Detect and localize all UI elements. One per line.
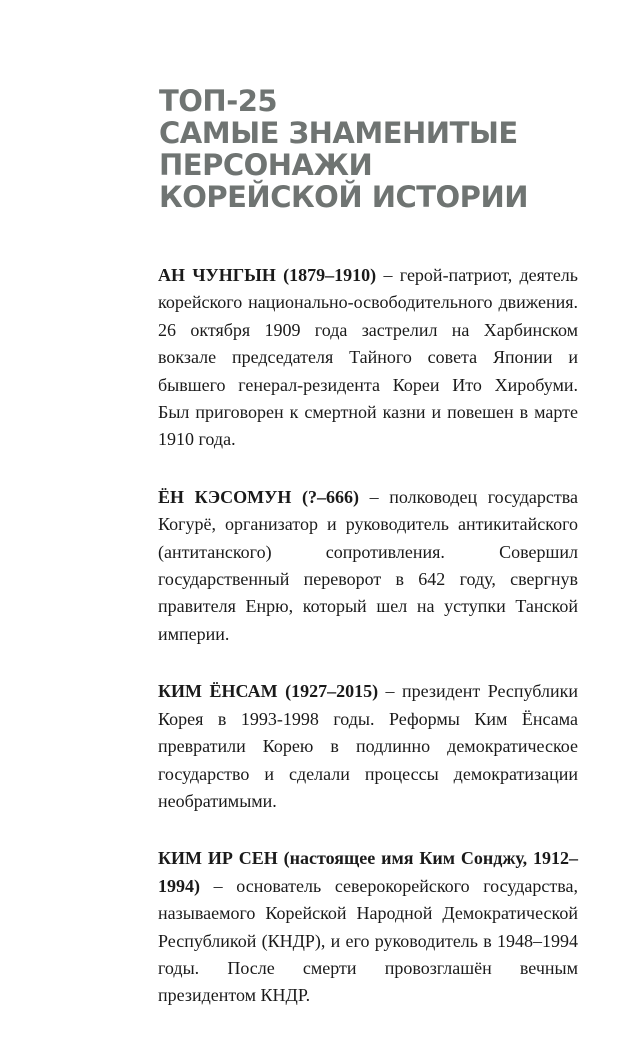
- person-name: АН ЧУНГЫН (1879–1910): [158, 265, 377, 285]
- person-description: – президент Республики Корея в 1993-1998 годы. Реформы Ким Ёнсама превратили Корею в подлинно демократическое государство и сделали процессы демократизации необратимыми.: [158, 681, 578, 811]
- person-description: – герой-патриот, деятель корейского национально-освободительного движения. 26 октября 1909 года застрелил на Харбинском вокзале председателя Тайного совета Японии и бывшего генерал-резидента Кореи Ито Хиробуми. Был приговорен к смертной казни и повешен в марте 1910 года.: [158, 265, 578, 450]
- biography-entry-kim-ir-sen: [158, 845, 578, 1009]
- person-description: – основатель северокорейского государства, называемого Корейской Народной Демократической Республикой (КНДР), и его руководитель в 1948–1994 годы. После смерти провозглашён вечным президентом КНДР.: [158, 875, 578, 1006]
- person-name: КИМ ИР СЕН (настоящее имя Ким Сонджу, 1912–1994): [158, 848, 578, 896]
- title-line: КОРЕЙСКОЙ ИСТОРИИ: [159, 180, 528, 214]
- biography-entry-yon-kesomun: [158, 484, 578, 648]
- person-description: – полководец государства Когурё, организатор и руководитель антикитайского (антитанского) сопротивления. Совершил государственный переворот в 642 году, свергнув правителя Енрю, который шел на уступки Танской империи.: [158, 486, 578, 644]
- biography-list: [158, 262, 578, 1040]
- person-name: КИМ ЁНСАМ (1927–2015): [158, 681, 379, 702]
- title-line: САМЫЕ ЗНАМЕНИТЫЕ: [159, 116, 518, 150]
- title-line: ПЕРСОНАЖИ: [159, 148, 373, 182]
- page-title: [159, 85, 579, 213]
- biography-entry-an-chunggyn: [158, 262, 578, 454]
- person-name: ЁН КЭСОМУН (?–666): [158, 486, 359, 507]
- biography-entry-kim-yonsam: [158, 678, 578, 815]
- title-line: ТОП-25: [159, 84, 278, 118]
